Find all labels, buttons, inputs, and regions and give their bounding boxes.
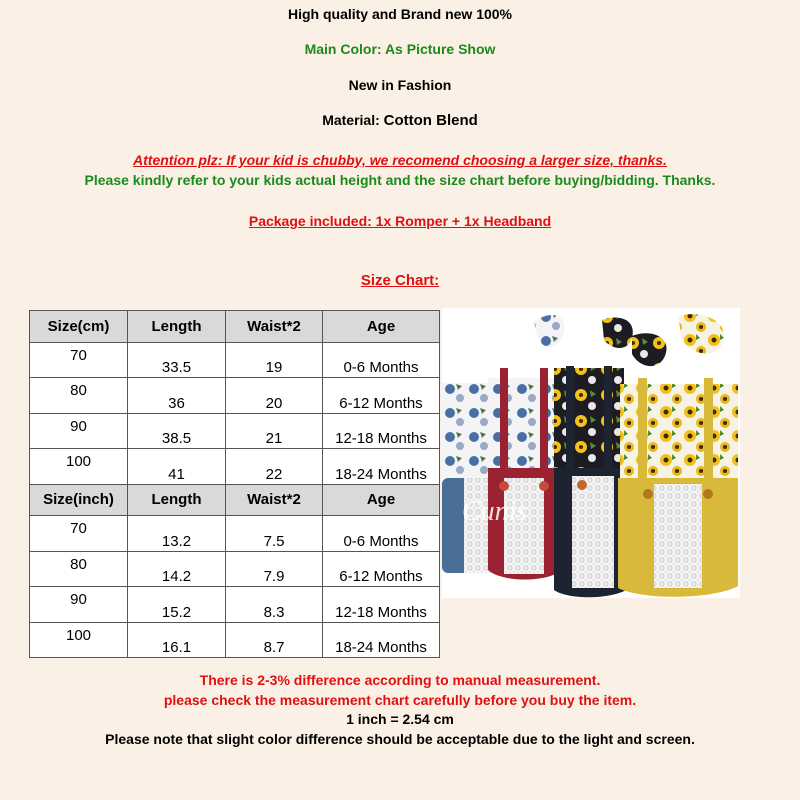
table-cell: 12-18 Months	[323, 413, 440, 449]
photo-watermark: Cunis	[462, 496, 528, 527]
table-header-cell: Waist*2	[226, 484, 323, 516]
table-cell: 22	[226, 449, 323, 485]
table-header-cell: Length	[128, 484, 226, 516]
table-cell: 80	[30, 378, 128, 414]
table-row	[30, 551, 440, 587]
table-cell: 70	[30, 516, 128, 552]
table-header-cell: Age	[323, 311, 440, 343]
quality-line: High quality and Brand new 100%	[287, 6, 513, 22]
table-header-row	[30, 484, 440, 516]
table-cell: 100	[30, 622, 128, 658]
check-chart-note: please check the measurement chart carefully before you buy the item.	[163, 692, 637, 708]
table-cell: 18-24 Months	[323, 622, 440, 658]
table-cell: 33.5	[128, 342, 226, 378]
size-chart-table	[29, 310, 440, 658]
table-row	[30, 622, 440, 658]
table-row	[30, 587, 440, 623]
table-cell: 7.9	[226, 551, 323, 587]
table-cell: 15.2	[128, 587, 226, 623]
table-cell: 80	[30, 551, 128, 587]
table-header-row	[30, 311, 440, 343]
table-cell: 8.3	[226, 587, 323, 623]
table-row	[30, 378, 440, 414]
table-header-cell: Length	[128, 311, 226, 343]
package-note: Package included: 1x Romper + 1x Headband	[248, 213, 552, 229]
material-line	[0, 112, 800, 129]
refer-note: Please kindly refer to your kids actual height and the size chart before buying/bidding. Thanks.	[84, 172, 716, 188]
table-cell: 6-12 Months	[323, 378, 440, 414]
table-cell: 21	[226, 413, 323, 449]
table-header-cell: Size(cm)	[30, 311, 128, 343]
table-header-cell: Age	[323, 484, 440, 516]
table-row	[30, 342, 440, 378]
table-cell: 13.2	[128, 516, 226, 552]
table-header-cell: Waist*2	[226, 311, 323, 343]
romper-illustration	[442, 308, 740, 598]
table-cell: 7.5	[226, 516, 323, 552]
main-color-line: Main Color: As Picture Show	[304, 41, 496, 57]
table-cell: 90	[30, 587, 128, 623]
table-header-cell: Size(inch)	[30, 484, 128, 516]
table-cell: 8.7	[226, 622, 323, 658]
table-cell: 20	[226, 378, 323, 414]
measurement-note: There is 2-3% difference according to manual measurement.	[199, 672, 601, 688]
table-cell: 6-12 Months	[323, 551, 440, 587]
size-chart-title: Size Chart:	[360, 272, 440, 289]
table-cell: 12-18 Months	[323, 587, 440, 623]
fashion-line: New in Fashion	[348, 77, 452, 93]
table-cell: 100	[30, 449, 128, 485]
table-cell: 0-6 Months	[323, 342, 440, 378]
table-cell: 70	[30, 342, 128, 378]
table-row	[30, 516, 440, 552]
table-cell: 14.2	[128, 551, 226, 587]
table-cell: 38.5	[128, 413, 226, 449]
material-value: Cotton Blend	[383, 112, 478, 129]
table-cell: 19	[226, 342, 323, 378]
color-difference-note: Please note that slight color difference should be acceptable due to the light and screen.	[105, 731, 695, 747]
table-cell: 16.1	[128, 622, 226, 658]
table-row	[30, 413, 440, 449]
attention-note: Attention plz: If your kid is chubby, we recomend choosing a larger size, thanks.	[133, 152, 667, 168]
table-cell: 0-6 Months	[323, 516, 440, 552]
inch-conversion-note: 1 inch = 2.54 cm	[346, 711, 454, 727]
table-row	[30, 449, 440, 485]
material-label: Material:	[322, 112, 384, 128]
table-cell: 18-24 Months	[323, 449, 440, 485]
table-cell: 36	[128, 378, 226, 414]
product-photo	[442, 308, 740, 598]
table-cell: 41	[128, 449, 226, 485]
table-cell: 90	[30, 413, 128, 449]
